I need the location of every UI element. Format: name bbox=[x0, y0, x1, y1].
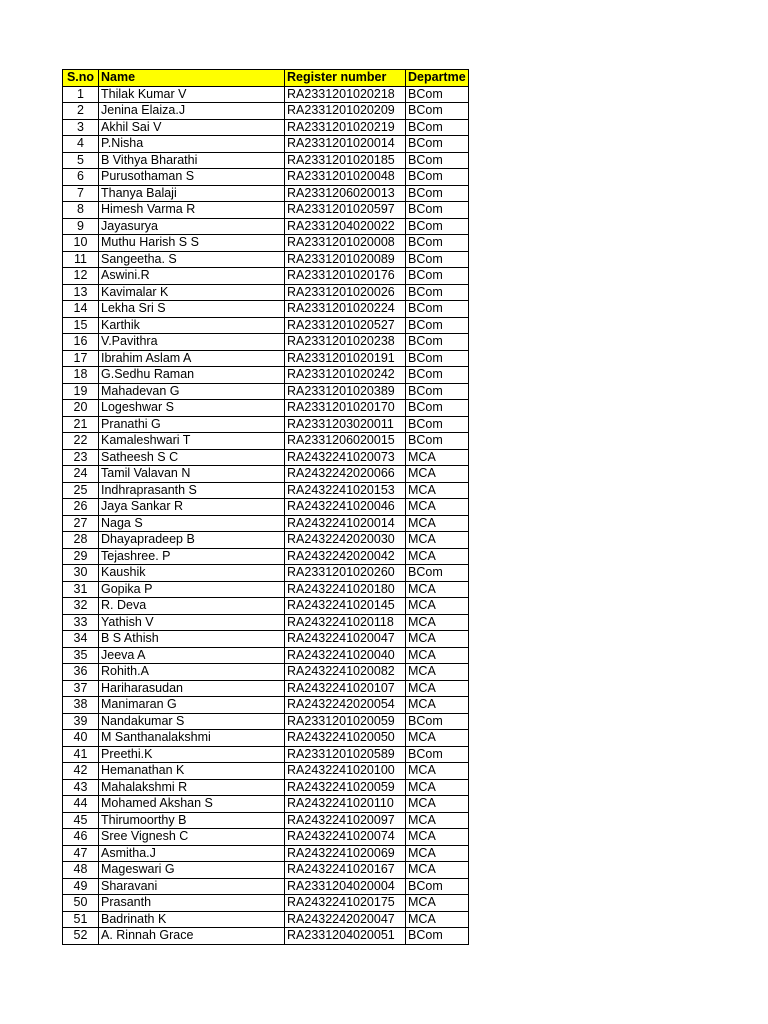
cell-register-number: RA2331201020260 bbox=[285, 565, 406, 582]
cell-register-number: RA2432241020040 bbox=[285, 647, 406, 664]
cell-sno: 20 bbox=[63, 400, 99, 417]
cell-register-number: RA2331201020026 bbox=[285, 284, 406, 301]
header-row bbox=[63, 70, 469, 87]
cell-sno: 40 bbox=[63, 730, 99, 747]
cell-name: Sree Vignesh C bbox=[99, 829, 285, 846]
cell-sno: 25 bbox=[63, 482, 99, 499]
cell-name: Nandakumar S bbox=[99, 713, 285, 730]
table-row bbox=[63, 664, 469, 681]
cell-register-number: RA2432241020082 bbox=[285, 664, 406, 681]
cell-register-number: RA2331201020224 bbox=[285, 301, 406, 318]
cell-sno: 36 bbox=[63, 664, 99, 681]
cell-sno: 8 bbox=[63, 202, 99, 219]
cell-department: MCA bbox=[406, 631, 469, 648]
table-row bbox=[63, 86, 469, 103]
table-row bbox=[63, 466, 469, 483]
cell-department: MCA bbox=[406, 845, 469, 862]
cell-name: R. Deva bbox=[99, 598, 285, 615]
cell-department: BCom bbox=[406, 169, 469, 186]
cell-sno: 46 bbox=[63, 829, 99, 846]
cell-sno: 4 bbox=[63, 136, 99, 153]
cell-register-number: RA2331206020013 bbox=[285, 185, 406, 202]
cell-name: Mohamed Akshan S bbox=[99, 796, 285, 813]
cell-department: BCom bbox=[406, 878, 469, 895]
cell-sno: 44 bbox=[63, 796, 99, 813]
table-row bbox=[63, 647, 469, 664]
cell-sno: 15 bbox=[63, 317, 99, 334]
table-row bbox=[63, 317, 469, 334]
table-row bbox=[63, 119, 469, 136]
table-row bbox=[63, 202, 469, 219]
cell-department: MCA bbox=[406, 730, 469, 747]
cell-department: BCom bbox=[406, 713, 469, 730]
cell-name: Mahadevan G bbox=[99, 383, 285, 400]
cell-register-number: RA2432241020097 bbox=[285, 812, 406, 829]
cell-register-number: RA2432241020145 bbox=[285, 598, 406, 615]
cell-sno: 51 bbox=[63, 911, 99, 928]
cell-sno: 5 bbox=[63, 152, 99, 169]
cell-sno: 45 bbox=[63, 812, 99, 829]
table-row bbox=[63, 152, 469, 169]
cell-department: MCA bbox=[406, 829, 469, 846]
cell-department: MCA bbox=[406, 598, 469, 615]
cell-name: Yathish V bbox=[99, 614, 285, 631]
cell-register-number: RA2331201020176 bbox=[285, 268, 406, 285]
cell-register-number: RA2331201020014 bbox=[285, 136, 406, 153]
cell-sno: 27 bbox=[63, 515, 99, 532]
cell-register-number: RA2331204020022 bbox=[285, 218, 406, 235]
cell-name: Jayasurya bbox=[99, 218, 285, 235]
cell-name: Tamil Valavan N bbox=[99, 466, 285, 483]
cell-sno: 32 bbox=[63, 598, 99, 615]
cell-department: BCom bbox=[406, 301, 469, 318]
cell-register-number: RA2432241020069 bbox=[285, 845, 406, 862]
cell-sno: 26 bbox=[63, 499, 99, 516]
table-row bbox=[63, 746, 469, 763]
table-row bbox=[63, 680, 469, 697]
cell-register-number: RA2331201020389 bbox=[285, 383, 406, 400]
table-row bbox=[63, 284, 469, 301]
cell-register-number: RA2331203020011 bbox=[285, 416, 406, 433]
cell-register-number: RA2432241020153 bbox=[285, 482, 406, 499]
table-row bbox=[63, 499, 469, 516]
cell-department: BCom bbox=[406, 433, 469, 450]
table-row bbox=[63, 895, 469, 912]
cell-name: Thirumoorthy B bbox=[99, 812, 285, 829]
cell-sno: 37 bbox=[63, 680, 99, 697]
cell-sno: 18 bbox=[63, 367, 99, 384]
cell-register-number: RA2432242020042 bbox=[285, 548, 406, 565]
cell-name: Ibrahim Aslam A bbox=[99, 350, 285, 367]
cell-name: Naga S bbox=[99, 515, 285, 532]
table-row bbox=[63, 598, 469, 615]
cell-name: Logeshwar S bbox=[99, 400, 285, 417]
table-row bbox=[63, 911, 469, 928]
cell-register-number: RA2432241020074 bbox=[285, 829, 406, 846]
cell-register-number: RA2331201020089 bbox=[285, 251, 406, 268]
cell-name: Satheesh S C bbox=[99, 449, 285, 466]
cell-name: Prasanth bbox=[99, 895, 285, 912]
cell-sno: 42 bbox=[63, 763, 99, 780]
cell-name: Muthu Harish S S bbox=[99, 235, 285, 252]
table-row bbox=[63, 169, 469, 186]
cell-register-number: RA2331201020170 bbox=[285, 400, 406, 417]
cell-sno: 49 bbox=[63, 878, 99, 895]
student-table bbox=[62, 69, 469, 945]
table-row bbox=[63, 862, 469, 879]
cell-sno: 2 bbox=[63, 103, 99, 120]
cell-register-number: RA2331204020004 bbox=[285, 878, 406, 895]
cell-name: Himesh Varma R bbox=[99, 202, 285, 219]
cell-name: Sangeetha. S bbox=[99, 251, 285, 268]
cell-department: BCom bbox=[406, 284, 469, 301]
cell-sno: 9 bbox=[63, 218, 99, 235]
table-row bbox=[63, 416, 469, 433]
cell-name: Akhil Sai V bbox=[99, 119, 285, 136]
cell-department: MCA bbox=[406, 763, 469, 780]
cell-name: Tejashree. P bbox=[99, 548, 285, 565]
table-row bbox=[63, 812, 469, 829]
header-register-number: Register number bbox=[285, 70, 406, 87]
cell-department: MCA bbox=[406, 515, 469, 532]
table-row bbox=[63, 581, 469, 598]
header-sno: S.no bbox=[63, 70, 99, 87]
cell-name: Kamaleshwari T bbox=[99, 433, 285, 450]
cell-register-number: RA2432242020047 bbox=[285, 911, 406, 928]
table-row bbox=[63, 532, 469, 549]
cell-register-number: RA2432241020107 bbox=[285, 680, 406, 697]
cell-department: MCA bbox=[406, 779, 469, 796]
cell-register-number: RA2432241020118 bbox=[285, 614, 406, 631]
cell-register-number: RA2432241020180 bbox=[285, 581, 406, 598]
table-row bbox=[63, 697, 469, 714]
cell-department: BCom bbox=[406, 218, 469, 235]
table-row bbox=[63, 268, 469, 285]
cell-sno: 14 bbox=[63, 301, 99, 318]
table-body bbox=[63, 86, 469, 944]
cell-sno: 13 bbox=[63, 284, 99, 301]
cell-department: MCA bbox=[406, 680, 469, 697]
cell-department: BCom bbox=[406, 119, 469, 136]
cell-sno: 48 bbox=[63, 862, 99, 879]
cell-name: Dhayapradeep B bbox=[99, 532, 285, 549]
cell-name: Manimaran G bbox=[99, 697, 285, 714]
cell-sno: 34 bbox=[63, 631, 99, 648]
cell-department: BCom bbox=[406, 350, 469, 367]
table-row bbox=[63, 235, 469, 252]
cell-sno: 50 bbox=[63, 895, 99, 912]
cell-sno: 1 bbox=[63, 86, 99, 103]
cell-name: P.Nisha bbox=[99, 136, 285, 153]
cell-sno: 47 bbox=[63, 845, 99, 862]
cell-department: MCA bbox=[406, 466, 469, 483]
cell-sno: 29 bbox=[63, 548, 99, 565]
cell-department: BCom bbox=[406, 416, 469, 433]
cell-department: BCom bbox=[406, 251, 469, 268]
cell-register-number: RA2331201020209 bbox=[285, 103, 406, 120]
cell-name: Badrinath K bbox=[99, 911, 285, 928]
cell-sno: 24 bbox=[63, 466, 99, 483]
table-row bbox=[63, 779, 469, 796]
cell-register-number: RA2432241020059 bbox=[285, 779, 406, 796]
table-row bbox=[63, 515, 469, 532]
cell-register-number: RA2432241020073 bbox=[285, 449, 406, 466]
cell-sno: 41 bbox=[63, 746, 99, 763]
cell-department: BCom bbox=[406, 86, 469, 103]
cell-name: Rohith.A bbox=[99, 664, 285, 681]
table-row bbox=[63, 334, 469, 351]
cell-department: MCA bbox=[406, 647, 469, 664]
cell-name: Karthik bbox=[99, 317, 285, 334]
cell-name: Jeeva A bbox=[99, 647, 285, 664]
table-row bbox=[63, 763, 469, 780]
cell-department: MCA bbox=[406, 581, 469, 598]
cell-register-number: RA2331201020589 bbox=[285, 746, 406, 763]
cell-name: A. Rinnah Grace bbox=[99, 928, 285, 945]
table-row bbox=[63, 136, 469, 153]
cell-department: BCom bbox=[406, 317, 469, 334]
header-name: Name bbox=[99, 70, 285, 87]
cell-sno: 10 bbox=[63, 235, 99, 252]
cell-register-number: RA2432241020100 bbox=[285, 763, 406, 780]
cell-department: MCA bbox=[406, 664, 469, 681]
cell-name: Aswini.R bbox=[99, 268, 285, 285]
cell-register-number: RA2331201020219 bbox=[285, 119, 406, 136]
cell-register-number: RA2331201020218 bbox=[285, 86, 406, 103]
cell-sno: 21 bbox=[63, 416, 99, 433]
table-row bbox=[63, 565, 469, 582]
table-row bbox=[63, 350, 469, 367]
cell-register-number: RA2331201020597 bbox=[285, 202, 406, 219]
cell-sno: 6 bbox=[63, 169, 99, 186]
cell-name: Mahalakshmi R bbox=[99, 779, 285, 796]
cell-department: MCA bbox=[406, 812, 469, 829]
cell-sno: 23 bbox=[63, 449, 99, 466]
cell-department: MCA bbox=[406, 697, 469, 714]
cell-department: BCom bbox=[406, 185, 469, 202]
cell-register-number: RA2331206020015 bbox=[285, 433, 406, 450]
cell-register-number: RA2432241020014 bbox=[285, 515, 406, 532]
cell-name: Kavimalar K bbox=[99, 284, 285, 301]
cell-name: Asmitha.J bbox=[99, 845, 285, 862]
cell-name: Thanya Balaji bbox=[99, 185, 285, 202]
cell-sno: 19 bbox=[63, 383, 99, 400]
table-row bbox=[63, 796, 469, 813]
table-row bbox=[63, 482, 469, 499]
cell-sno: 28 bbox=[63, 532, 99, 549]
table-row bbox=[63, 185, 469, 202]
cell-sno: 17 bbox=[63, 350, 99, 367]
cell-department: BCom bbox=[406, 152, 469, 169]
cell-name: B Vithya Bharathi bbox=[99, 152, 285, 169]
cell-name: M Santhanalakshmi bbox=[99, 730, 285, 747]
cell-sno: 39 bbox=[63, 713, 99, 730]
cell-register-number: RA2432242020066 bbox=[285, 466, 406, 483]
cell-department: MCA bbox=[406, 614, 469, 631]
cell-name: B S Athish bbox=[99, 631, 285, 648]
cell-sno: 35 bbox=[63, 647, 99, 664]
table-row bbox=[63, 730, 469, 747]
table-row bbox=[63, 631, 469, 648]
table-header bbox=[63, 70, 469, 87]
cell-department: BCom bbox=[406, 400, 469, 417]
cell-sno: 52 bbox=[63, 928, 99, 945]
cell-sno: 43 bbox=[63, 779, 99, 796]
cell-department: BCom bbox=[406, 746, 469, 763]
cell-register-number: RA2432241020050 bbox=[285, 730, 406, 747]
cell-register-number: RA2432241020167 bbox=[285, 862, 406, 879]
cell-department: BCom bbox=[406, 136, 469, 153]
cell-name: Lekha Sri S bbox=[99, 301, 285, 318]
cell-department: MCA bbox=[406, 862, 469, 879]
cell-register-number: RA2432242020054 bbox=[285, 697, 406, 714]
cell-name: Kaushik bbox=[99, 565, 285, 582]
cell-name: Purusothaman S bbox=[99, 169, 285, 186]
cell-register-number: RA2331201020059 bbox=[285, 713, 406, 730]
cell-name: V.Pavithra bbox=[99, 334, 285, 351]
cell-department: BCom bbox=[406, 268, 469, 285]
cell-sno: 3 bbox=[63, 119, 99, 136]
table-row bbox=[63, 433, 469, 450]
cell-name: Thilak Kumar V bbox=[99, 86, 285, 103]
table-row bbox=[63, 218, 469, 235]
cell-department: BCom bbox=[406, 928, 469, 945]
cell-sno: 38 bbox=[63, 697, 99, 714]
cell-department: BCom bbox=[406, 235, 469, 252]
table-row bbox=[63, 301, 469, 318]
cell-name: Preethi.K bbox=[99, 746, 285, 763]
cell-register-number: RA2432241020047 bbox=[285, 631, 406, 648]
cell-sno: 30 bbox=[63, 565, 99, 582]
cell-register-number: RA2432242020030 bbox=[285, 532, 406, 549]
cell-register-number: RA2331201020008 bbox=[285, 235, 406, 252]
cell-name: G.Sedhu Raman bbox=[99, 367, 285, 384]
cell-name: Pranathi G bbox=[99, 416, 285, 433]
table-row bbox=[63, 829, 469, 846]
cell-department: MCA bbox=[406, 499, 469, 516]
table-row bbox=[63, 878, 469, 895]
cell-department: BCom bbox=[406, 383, 469, 400]
table-row bbox=[63, 103, 469, 120]
cell-department: BCom bbox=[406, 565, 469, 582]
table-row bbox=[63, 845, 469, 862]
cell-department: MCA bbox=[406, 482, 469, 499]
cell-name: Sharavani bbox=[99, 878, 285, 895]
cell-sno: 16 bbox=[63, 334, 99, 351]
cell-name: Hemanathan K bbox=[99, 763, 285, 780]
cell-sno: 33 bbox=[63, 614, 99, 631]
table-row bbox=[63, 367, 469, 384]
table-row bbox=[63, 383, 469, 400]
cell-sno: 22 bbox=[63, 433, 99, 450]
cell-name: Jaya Sankar R bbox=[99, 499, 285, 516]
cell-name: Mageswari G bbox=[99, 862, 285, 879]
cell-register-number: RA2432241020046 bbox=[285, 499, 406, 516]
cell-register-number: RA2432241020110 bbox=[285, 796, 406, 813]
cell-department: BCom bbox=[406, 334, 469, 351]
table-row bbox=[63, 449, 469, 466]
cell-name: Jenina Elaiza.J bbox=[99, 103, 285, 120]
cell-register-number: RA2331201020185 bbox=[285, 152, 406, 169]
cell-department: MCA bbox=[406, 532, 469, 549]
cell-register-number: RA2331201020191 bbox=[285, 350, 406, 367]
cell-department: BCom bbox=[406, 103, 469, 120]
table-row bbox=[63, 614, 469, 631]
cell-sno: 7 bbox=[63, 185, 99, 202]
cell-department: BCom bbox=[406, 202, 469, 219]
cell-department: MCA bbox=[406, 796, 469, 813]
table-row bbox=[63, 548, 469, 565]
cell-register-number: RA2331201020238 bbox=[285, 334, 406, 351]
cell-register-number: RA2331204020051 bbox=[285, 928, 406, 945]
cell-register-number: RA2331201020242 bbox=[285, 367, 406, 384]
table-row bbox=[63, 713, 469, 730]
cell-department: MCA bbox=[406, 548, 469, 565]
cell-name: Gopika P bbox=[99, 581, 285, 598]
table-row bbox=[63, 928, 469, 945]
header-department: Departme bbox=[406, 70, 469, 87]
cell-register-number: RA2432241020175 bbox=[285, 895, 406, 912]
cell-sno: 11 bbox=[63, 251, 99, 268]
cell-department: MCA bbox=[406, 895, 469, 912]
cell-register-number: RA2331201020048 bbox=[285, 169, 406, 186]
cell-sno: 12 bbox=[63, 268, 99, 285]
table-row bbox=[63, 251, 469, 268]
cell-register-number: RA2331201020527 bbox=[285, 317, 406, 334]
cell-name: Hariharasudan bbox=[99, 680, 285, 697]
cell-department: BCom bbox=[406, 367, 469, 384]
table-row bbox=[63, 400, 469, 417]
cell-department: MCA bbox=[406, 911, 469, 928]
cell-name: Indhraprasanth S bbox=[99, 482, 285, 499]
cell-department: MCA bbox=[406, 449, 469, 466]
cell-sno: 31 bbox=[63, 581, 99, 598]
